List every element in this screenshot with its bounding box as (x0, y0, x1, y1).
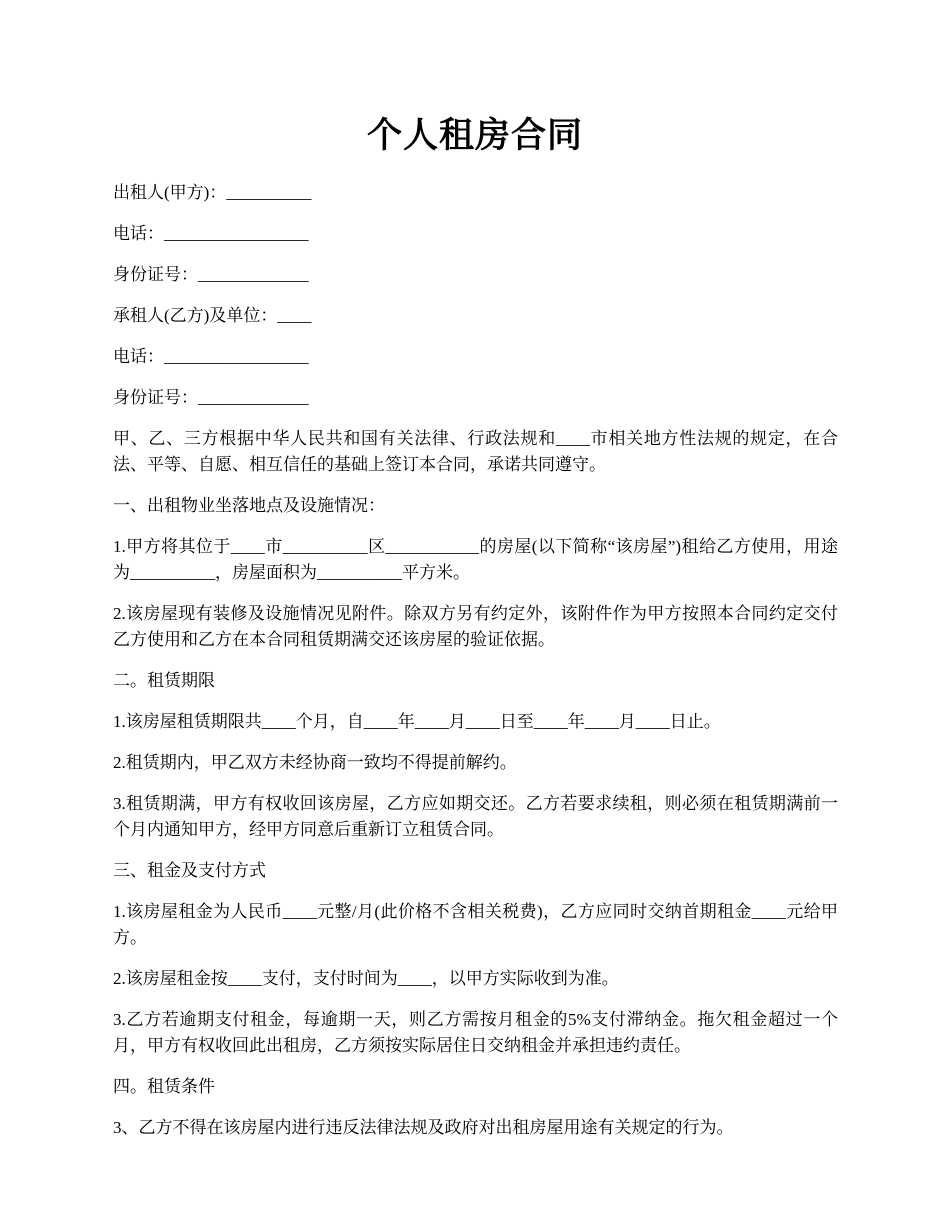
section-heading-term: 二。租赁期限 (113, 671, 215, 690)
lessee-id-field: 身份证号：_____________ (113, 388, 309, 407)
document-title: 个人租房合同 (366, 116, 583, 155)
clause-property-location: 1.甲方将其位于____市__________区___________的房屋(以下简称“该房屋”)租给乙方使用，用途为__________，房屋面积为__________平方米。 (113, 537, 838, 582)
document-body (113, 180, 838, 1156)
lessor-id-field: 身份证号：_____________ (113, 265, 309, 284)
section-heading-property: 一、出租物业坐落地点及设施情况： (113, 496, 385, 515)
lessee-field: 承租人(乙方)及单位：____ (113, 306, 312, 325)
clause-term-renewal: 3.租赁期满，甲方有权收回该房屋，乙方应如期交还。乙方若要求续租，则必须在租赁期满前一个月内通知甲方，经甲方同意后重新订立租赁合同。 (113, 794, 838, 839)
clause-conditions-legal-use: 3、乙方不得在该房屋内进行违反法律法规及政府对出租房屋用途有关规定的行为。 (113, 1118, 734, 1137)
section-heading-conditions: 四。租赁条件 (113, 1077, 215, 1096)
clause-rent-amount: 1.该房屋租金为人民币____元整/月(此价格不含相关税费)，乙方应同时交纳首期租金____元给甲方。 (113, 902, 838, 947)
lessor-field: 出租人(甲方)：__________ (113, 183, 312, 202)
clause-term-length: 1.该房屋租赁期限共____个月，自____年____月____日至____年____月____日止。 (113, 712, 721, 731)
clause-property-facilities: 2.该房屋现有装修及设施情况见附件。除双方另有约定外，该附件作为甲方按照本合同约定交付乙方使用和乙方在本合同租赁期满交还该房屋的验证依据。 (113, 604, 838, 649)
lessor-phone-field: 电话：_________________ (113, 224, 309, 243)
clause-rent-late-fee: 3.乙方若逾期支付租金，每逾期一天，则乙方需按月租金的5%支付滞纳金。拖欠租金超过一个月，甲方有权收回此出租房，乙方须按实际居住日交纳租金并承担违约责任。 (113, 1010, 838, 1055)
clause-rent-payment: 2.该房屋租金按____支付，支付时间为____，以甲方实际收到为准。 (113, 969, 619, 988)
lessee-phone-field: 电话：_________________ (113, 347, 309, 366)
clause-term-no-early-termination: 2.租赁期内，甲乙双方未经协商一致均不得提前解约。 (113, 753, 517, 772)
section-heading-rent: 三、租金及支付方式 (113, 861, 266, 880)
preamble-paragraph: 甲、乙、三方根据中华人民共和国有关法律、行政法规和____市相关地方性法规的规定，在合法、平等、自愿、相互信任的基础上签订本合同，承诺共同遵守。 (113, 429, 838, 474)
